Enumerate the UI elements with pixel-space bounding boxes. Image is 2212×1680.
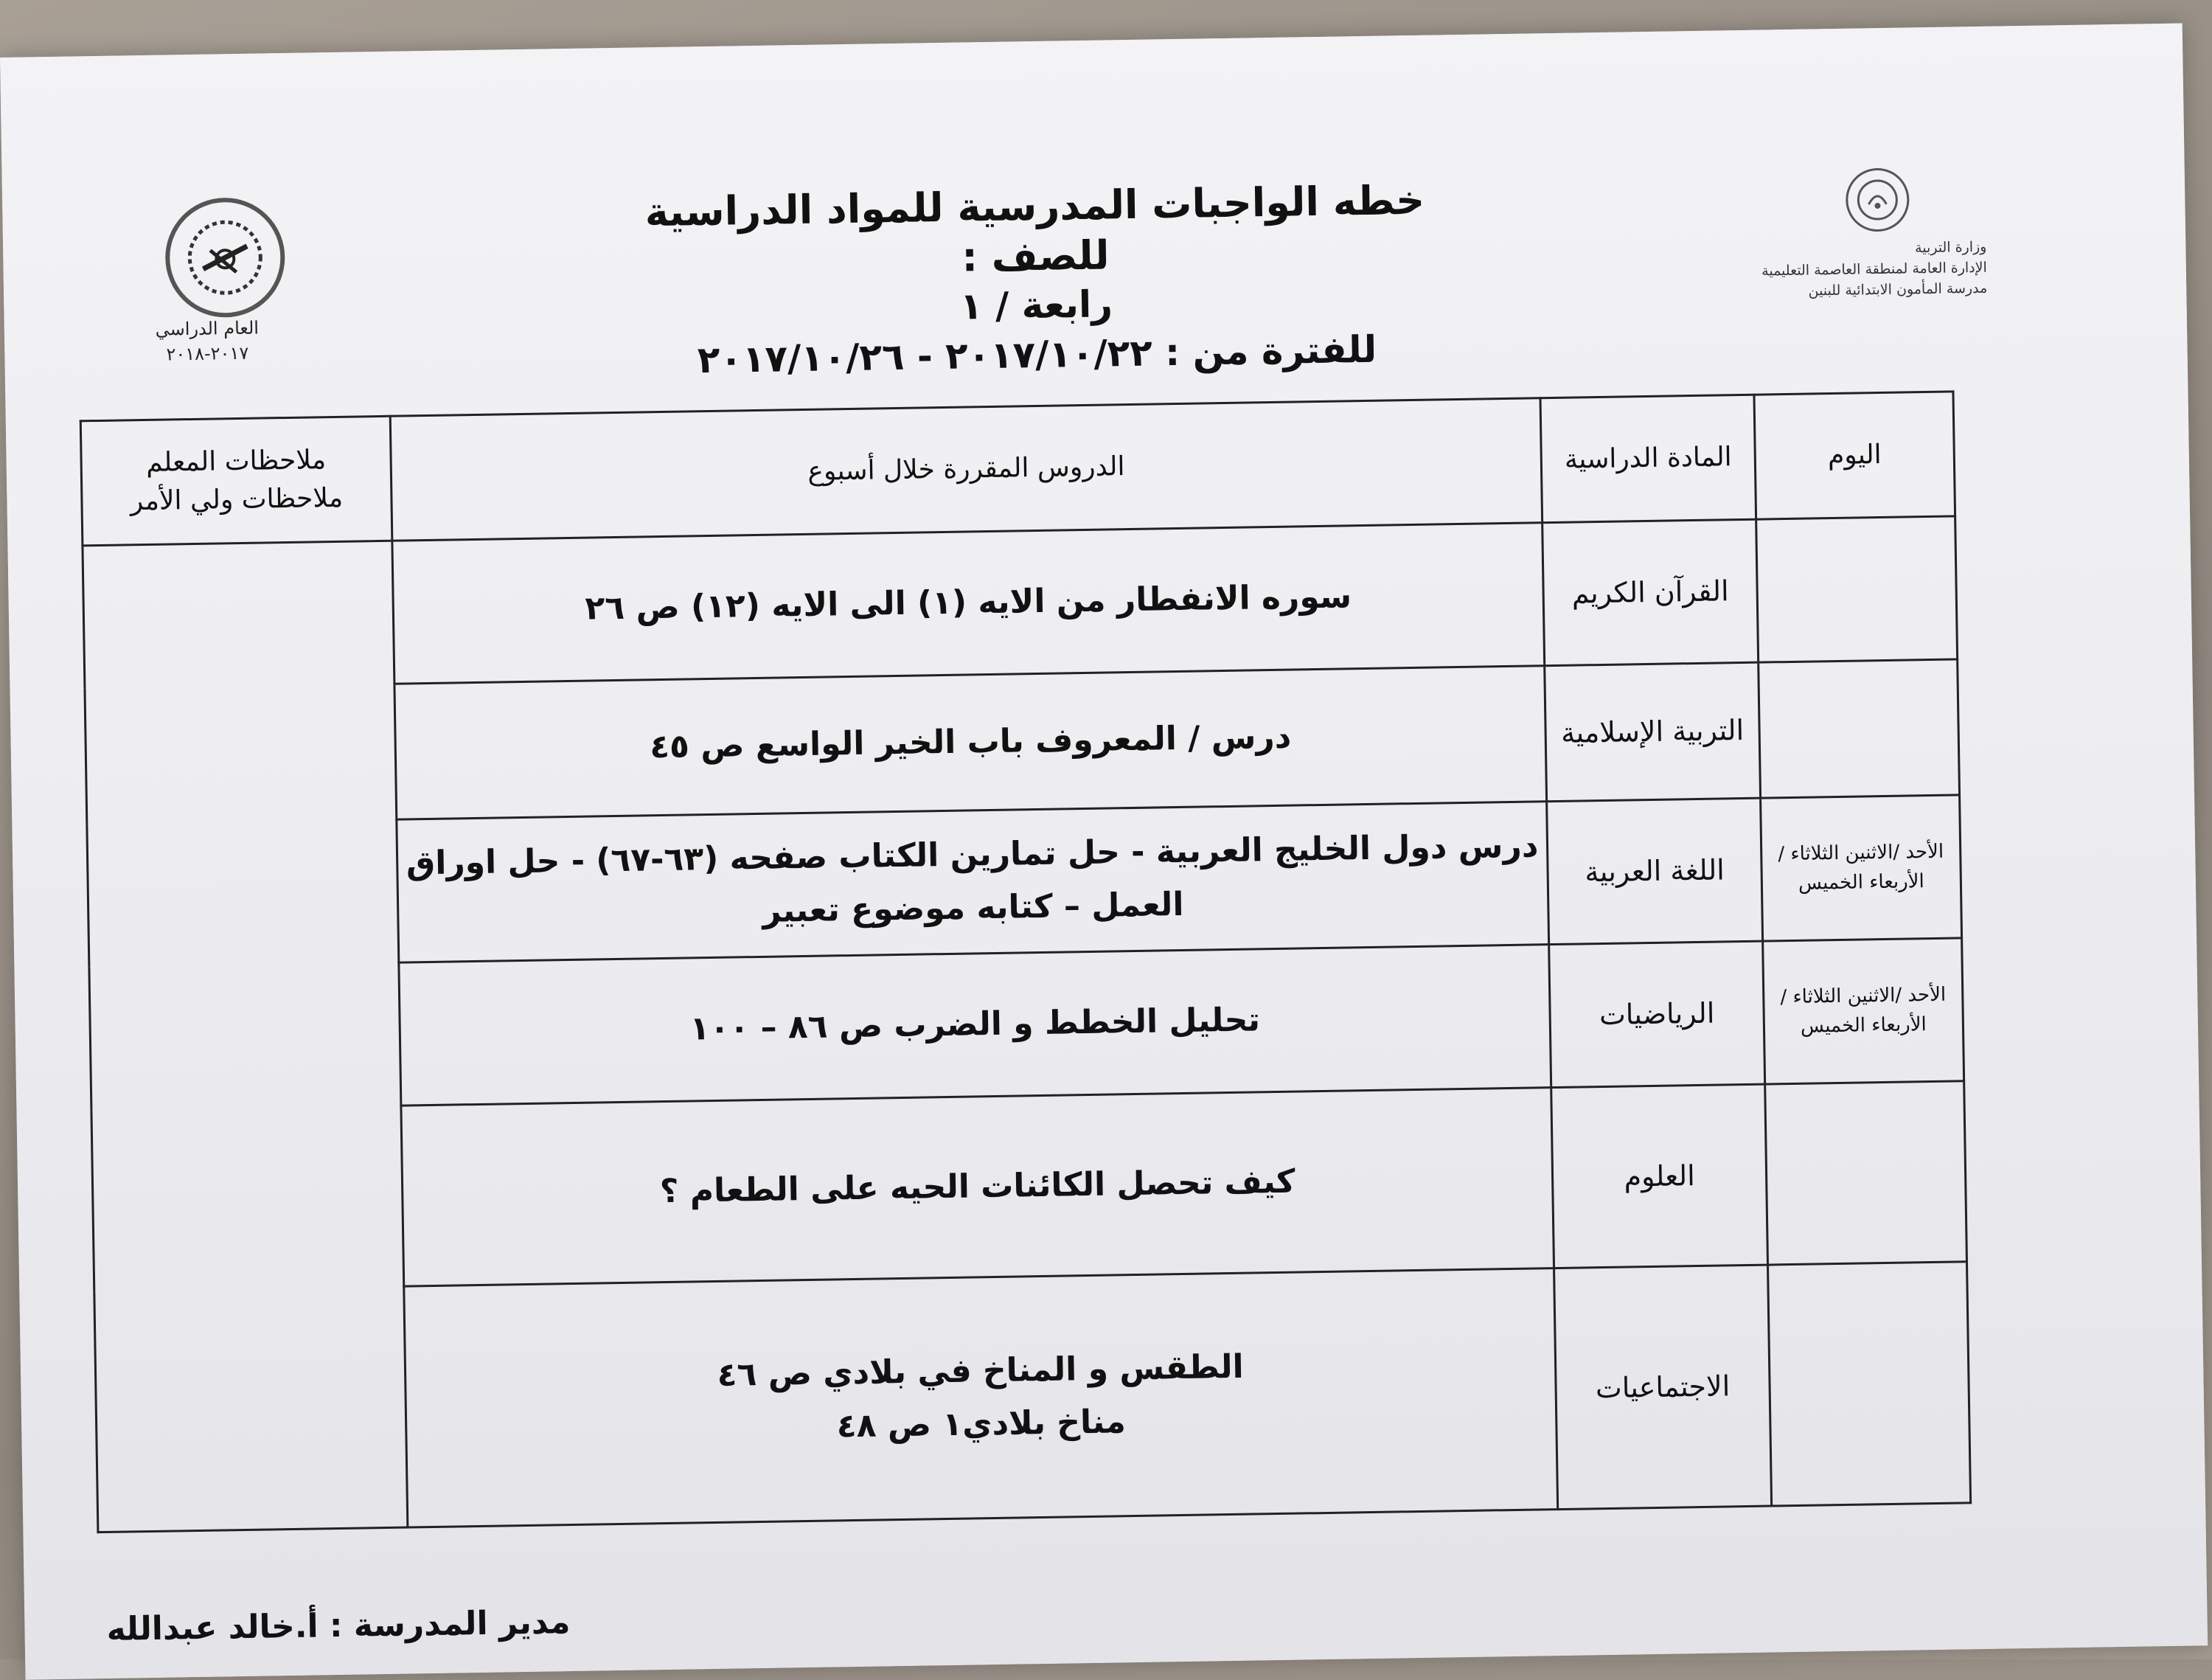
subject-cell: القرآن الكريم — [1543, 519, 1759, 666]
subject-cell: اللغة العربية — [1547, 798, 1763, 945]
day-cell — [1768, 1262, 1971, 1506]
day-cell — [1765, 1081, 1967, 1265]
ministry-line: الإدارة العامة لمنطقة العاصمة التعليمية — [1761, 259, 1987, 280]
page-title — [592, 175, 1480, 388]
table-row — [83, 516, 1958, 689]
school-year-label: العام الدراسي — [155, 317, 260, 340]
ministry-line: مدرسة المأمون الابتدائية للبنين — [1808, 280, 1988, 299]
homework-plan-sheet — [0, 24, 2208, 1680]
subject-cell: التربية الإسلامية — [1545, 662, 1761, 801]
principal-signature-line: مدير المدرسة : أ.خالد عبدالله — [106, 1603, 571, 1648]
school-emblem-icon — [164, 197, 286, 319]
notes-cell — [83, 541, 408, 1533]
school-year-block — [122, 315, 293, 368]
header-day: اليوم — [1754, 392, 1955, 519]
day-cell: الأحد /الاثنين الثلاثاء /الأربعاء الخميس — [1763, 938, 1964, 1084]
school-year-value: ٢٠١٧-٢٠١٨ — [166, 342, 249, 365]
ministry-block — [1677, 237, 1987, 304]
subject-cell: الرياضيات — [1549, 941, 1765, 1088]
title-line: خطه الواجبات المدرسية للمواد الدراسية للصف : — [644, 176, 1425, 281]
header-teacher-notes: ملاحظات المعلم — [145, 444, 327, 478]
header-lessons: الدروس المقررة خلال أسبوع — [390, 398, 1542, 541]
lesson-cell: درس / المعروف باب الخير الواسع ص ٤٥ — [394, 665, 1547, 819]
ministry-emblem-icon — [1846, 167, 1910, 232]
lesson-cell: كيف تحصل الكائنات الحيه على الطعام ؟ — [401, 1087, 1554, 1286]
lesson-line: مناخ بلادي١ ص ٤٨ — [836, 1403, 1127, 1445]
class-name: رابعة / ١ — [959, 282, 1113, 328]
subject-cell: العلوم — [1551, 1084, 1768, 1268]
lesson-cell — [404, 1268, 1558, 1527]
ministry-line: وزارة التربية — [1914, 238, 1987, 257]
lesson-cell: درس دول الخليج العربية - حل تمارين الكتاب صفحه (٦٣-٦٧) - حل اوراق العمل – كتابه موضوع تعبير — [397, 801, 1549, 962]
header-notes — [80, 416, 392, 545]
header-parent-notes: ملاحظات ولي الأمر — [130, 482, 344, 517]
subject-cell: الاجتماعيات — [1554, 1265, 1772, 1510]
homework-table — [80, 390, 1972, 1533]
lesson-cell: سوره الانفطار من الايه (١) الى الايه (١٢) ص ٢٦ — [392, 522, 1545, 684]
lesson-cell: تحليل الخطط و الضرب ص ٨٦ – ١٠٠ — [399, 944, 1551, 1105]
day-cell — [1759, 659, 1960, 798]
day-cell — [1756, 516, 1958, 662]
period-dates: للفترة من : ٢٠١٧/١٠/٢٢ - ٢٠١٧/١٠/٢٦ — [697, 327, 1377, 382]
day-cell: الأحد /الاثنين الثلاثاء /الأربعاء الخميس — [1761, 794, 1962, 940]
lesson-line: الطقس و المناخ في بلادي ص ٤٦ — [717, 1347, 1244, 1394]
header-subject: المادة الدراسية — [1540, 395, 1756, 522]
